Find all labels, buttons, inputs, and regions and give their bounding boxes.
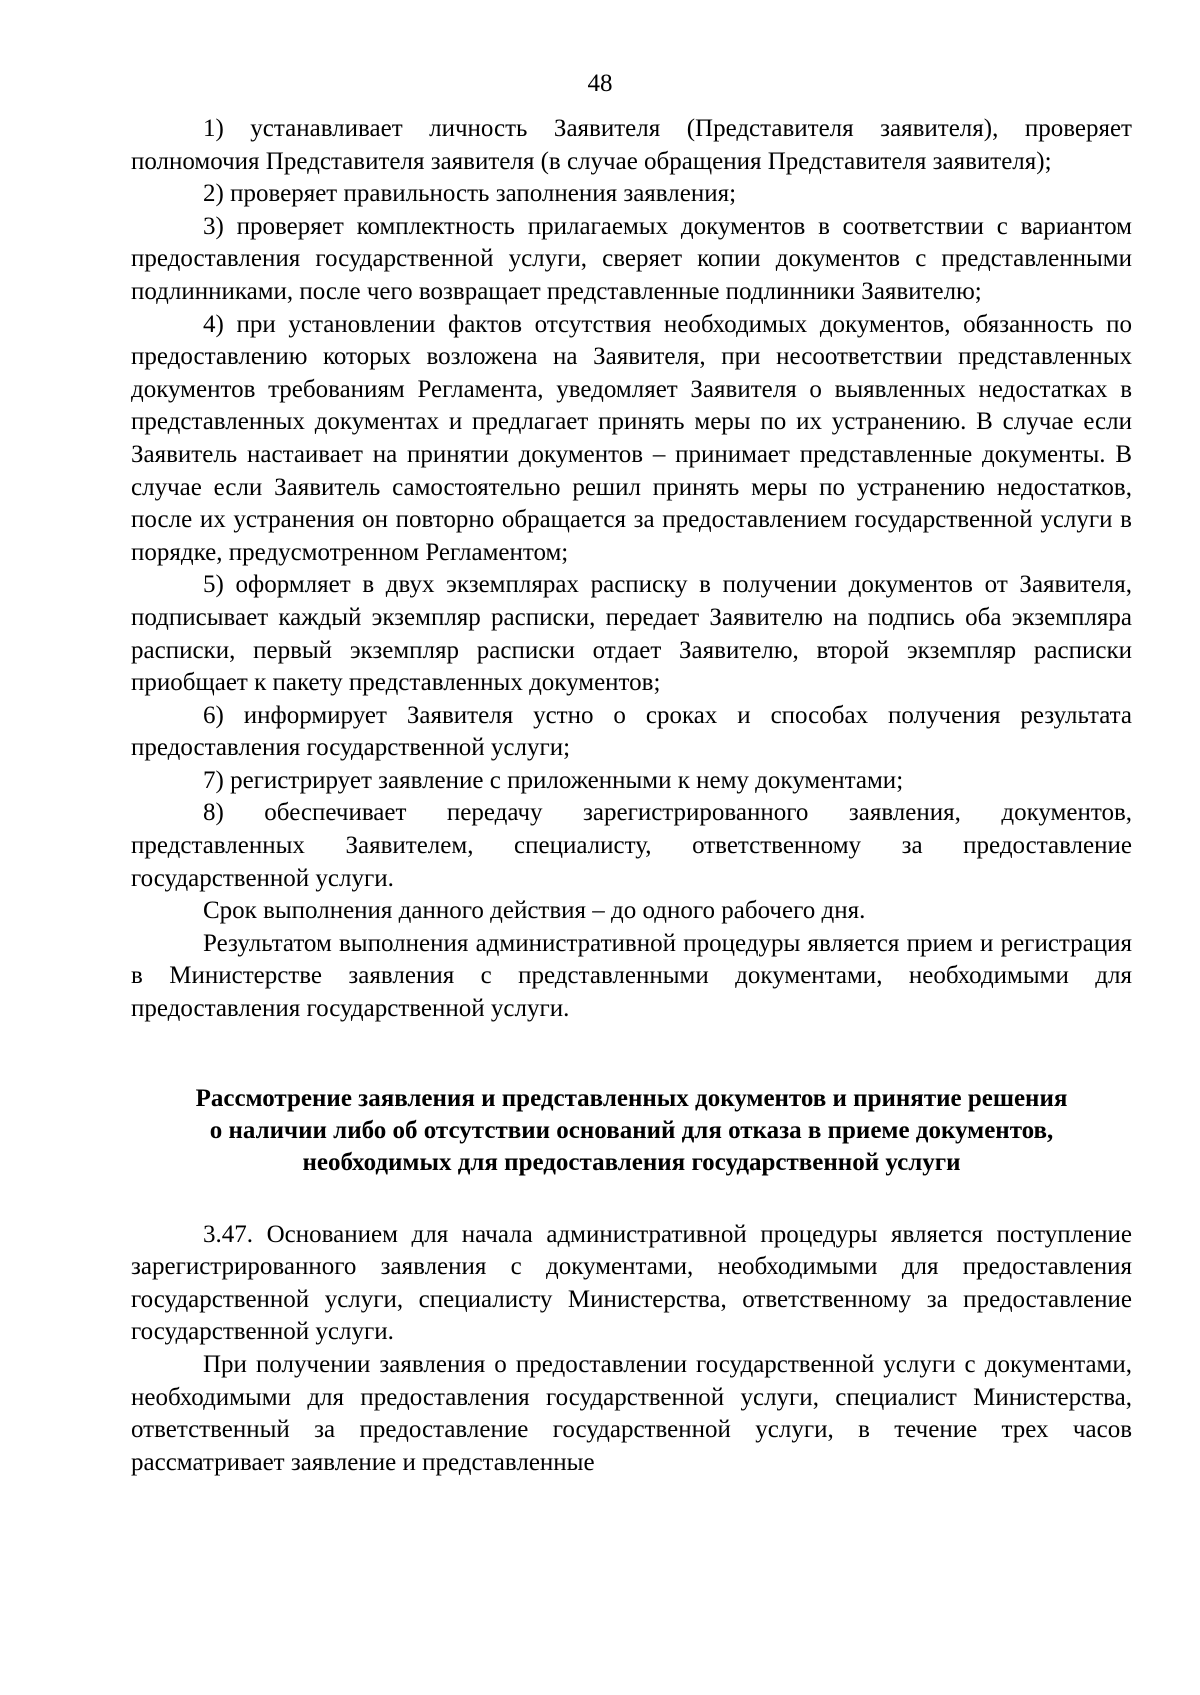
paragraph-item-5: 5) оформляет в двух экземплярах расписку в получении документов от Заявителя, подписывает каждый экземпляр расписки, передает Заявителю на подпись оба экземпляра расписки, первый экземпляр расписки отдает Заявителю, второй экземпляр расписки приобщает к пакету представленных документов; — [131, 571, 1132, 697]
paragraph-deadline: Срок выполнения данного действия – до одного рабочего дня. — [203, 897, 866, 925]
paragraph-result: Результатом выполнения административной процедуры является прием и регистрация в Министерстве заявления с представленными документами, необходимыми для предоставления государственной услуги. — [131, 929, 1132, 1023]
paragraph-item-3: 3) проверяет комплектность прилагаемых документов в соответствии с вариантом предоставления государственной услуги, сверяет копии документов с представленными подлинниками, после чего возвращает представленные подлинники Заявителю; — [131, 212, 1132, 305]
paragraph-3-47: 3.47. Основанием для начала административной процедуры является поступление зарегистрированного заявления с документами, необходимыми для предоставления государственной услуги, специалисту Министерства, ответственному за предоставление государственной услуги. — [131, 1220, 1132, 1346]
paragraph-receipt: При получении заявления о предоставлении государственной услуги с документами, необходимыми для предоставления государственной услуги, специалист Министерства, ответственный за предоставление государственной услуги, в течение трех часов рассматривает заявление и представленные — [131, 1351, 1132, 1476]
paragraph-item-1: 1) устанавливает личность Заявителя (Представителя заявителя), проверяет полномочия Представителя заявителя (в случае обращения Представителя заявителя); — [131, 115, 1132, 175]
section-heading — [131, 1083, 1132, 1179]
section-heading-line-1: Рассмотрение заявления и представленных документов и принятие решения — [195, 1084, 1068, 1112]
paragraph-item-4: 4) при установлении фактов отсутствия необходимых документов, обязанность по предоставлению которых возложена на Заявителя, при несоответствии представленных документов требованиям Регламента, уведомляет Заявителя о выявленных недостатках в представленных документах и предлагает принять меры по их устранению. В случае если Заявитель настаивает на принятии документов – принимает представленные документы. В случае если Заявитель самостоятельно решил принять меры по устранению недостатков, после их устранения он повторно обращается за предоставлением государственной услуги в порядке, предусмотренном Регламентом; — [131, 310, 1132, 566]
paragraph-item-6: 6) информирует Заявителя устно о сроках и способах получения результата предоставления государственной услуги; — [131, 701, 1132, 762]
section-heading-line-2: о наличии либо об отсутствии оснований для отказа в приеме документов, — [209, 1116, 1054, 1144]
page-number: 48 — [587, 70, 613, 97]
paragraph-item-8: 8) обеспечивает передачу зарегистрированного заявления, документов, представленных Заявителем, специалисту, ответственному за предоставление государственной услуги. — [131, 799, 1132, 892]
document-body — [131, 113, 1132, 1479]
heading-spacer — [131, 1179, 1132, 1219]
paragraph-item-7: 7) регистрирует заявление с приложенными к нему документами; — [203, 766, 904, 794]
section-heading-line-3: необходимых для предоставления государственной услуги — [302, 1148, 961, 1176]
paragraph-item-2: 2) проверяет правильность заполнения заявления; — [203, 180, 737, 208]
